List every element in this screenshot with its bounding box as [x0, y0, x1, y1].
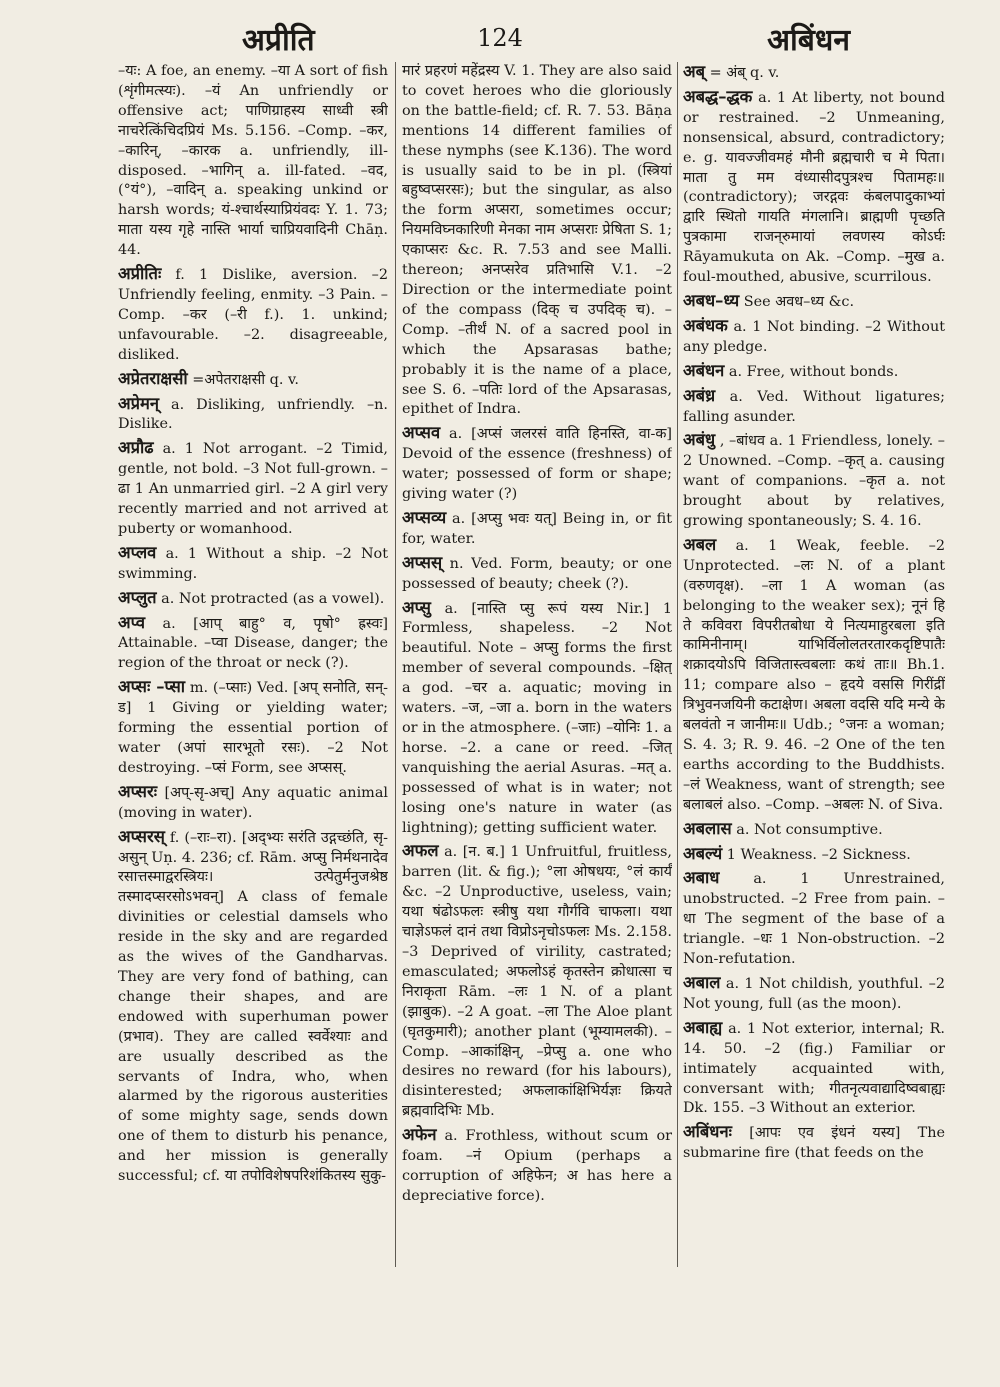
- column-3: [683, 62, 945, 1277]
- dictionary-entry: [402, 553, 672, 595]
- running-head-right: अबिंधन: [767, 23, 850, 58]
- headword: अप्रौढ: [118, 438, 154, 458]
- dictionary-entry: [402, 841, 672, 1122]
- dictionary-entry: [683, 386, 945, 428]
- headword: अप्रेतराक्षसी: [118, 368, 188, 388]
- headword: अप्व: [118, 612, 146, 632]
- definition-text: a. [न. ब.] 1 Unfruitful, fruitless, barren (lit. & fig.); °ला ओषधयः, °लं कार्यं &c. –2 Unproductive, useless, vain; यथा षंढोऽफलः स्त्रीषु यथा गौर्गवि चाफला। यथा चाज्ञेऽफलं दानं तथा विप्रोऽनृचोऽफलः Ms. 2.158. –3 Deprived of virility, castrated; emasculated; अफलोऽहं कृतस्तेन क्रोधात्सा च निराकृता Rām. –लः 1 N. of a plant (झाबुक). –2 A goat. –ला The Aloe plant (घृतकुमारी); another plant (भूम्यामलकी). –Comp. –आकांक्षिन्, –प्रेप्सु a. one who desires no reward (for his labours), disinterested; अफलाकांक्षिभिर्यज्ञः क्रियते ब्रह्मवादिभिः Mb.: [402, 844, 672, 1120]
- definition-text: a. Disliking, unfriendly. –n. Dislike.: [118, 396, 388, 433]
- dictionary-entry: [118, 827, 388, 1187]
- dictionary-entry: [118, 264, 388, 366]
- dictionary-entry: [118, 62, 388, 261]
- definition-text: a. 1 Not childish, youthful. –2 Not young, full (as the moon).: [683, 975, 945, 1012]
- headword: अफेन: [402, 1125, 437, 1145]
- headword: अप्सव्य: [402, 507, 447, 527]
- dictionary-entry: [683, 535, 945, 816]
- headword: अबंधक: [683, 315, 728, 335]
- dictionary-entry: [683, 868, 945, 970]
- dictionary-entry: [683, 430, 945, 532]
- running-head-left: अप्रीति: [242, 23, 315, 58]
- headword: अबद्ध–द्धक: [683, 86, 753, 106]
- dictionary-entry: [118, 782, 388, 824]
- dictionary-entry: [683, 819, 945, 841]
- dictionary-entry: [118, 543, 388, 585]
- dictionary-entry: [118, 588, 388, 610]
- definition-text: a. [अप्सु भवः यत्] Being in, or fit for, water.: [402, 510, 672, 547]
- page-number: 124: [477, 24, 523, 52]
- dictionary-entry: [683, 844, 945, 866]
- column-rule: [395, 62, 396, 1267]
- headword: अबंधु: [683, 430, 716, 450]
- dictionary-entry: [402, 62, 672, 420]
- definition-text: a. [अप्सं जलरसं वाति हिनस्ति, वा-क] Devoid of the essence (freshness) of water; possessed of form or shape; giving water (?): [402, 426, 672, 503]
- dictionary-entry: [118, 369, 388, 391]
- definition-text: a. 1 Not arrogant. –2 Timid, gentle, not bold. –3 Not full-grown. –ढा 1 An unmarried girl. –2 A girl very recently married and not arrived at puberty or womanhood.: [118, 441, 388, 537]
- headword: अप्सरस्: [118, 826, 165, 846]
- definition-text: [अप्-सृ-अच्] Any aquatic animal (moving in water).: [118, 784, 388, 821]
- dictionary-entry: [683, 973, 945, 1015]
- dictionary-entry: [402, 598, 672, 839]
- dictionary-entry: [118, 613, 388, 675]
- definition-text: a. 1 Weak, feeble. –2 Unprotected. –लः N. of a plant (वरुणवृक्ष). –ला 1 A woman (as belonging to the weaker sex); नूनं हि ते कविवरा विपरीतबोधा ये नित्यमाहुरबला इति कामिनीनाम्। याभिर्विलोलतरतारकदृष्टिपातैः शक्रादयोऽपि विजितास्त्वबलाः कथं ताः॥ Bh.1. 11; compare also – हृदये वससि गिरींद्रीं त्रिभुवनजयिनी कटाक्षेण। अबला वदसि यदि मन्ये के बलवंतो न जानीमः॥ Udb.; °जनः a woman; S. 4. 3; R. 9. 46. –2 One of the ten earths according to the Buddhists. –लं Weakness, want of strength; see बलाबलं also. –Comp. –अबलः N. of Siva.: [683, 537, 945, 813]
- headword: अबध–ध्य: [683, 290, 740, 310]
- definition-text: a. 1 Unrestrained, unobstructed. –2 Free from pain. –धा The segment of the base of a triangle. –धः 1 Non-obstruction. –2 Non-refutation.: [683, 871, 945, 968]
- dictionary-entry: [402, 423, 672, 505]
- dictionary-entry: [683, 316, 945, 358]
- definition-text: a. [आप् बाहु° व, पृषो° ह्रस्वः] Attainable. –प्वा Disease, danger; the region of the throat or neck (?).: [118, 615, 388, 672]
- headword: अप्सरः: [118, 781, 158, 801]
- definition-text: m. (–प्साः) Ved. [अप् सनोति, सन्-ड] 1 Giving or yielding water; forming the essential portion of water (अपां सारभूतो रसः). –2 Not destroying. –प्सं Form, see अप्सस्.: [118, 680, 388, 776]
- dictionary-entry: [683, 87, 945, 288]
- definition-text: = अंब् q. v.: [709, 65, 780, 81]
- definition-text: a. Not protracted (as a vowel).: [161, 590, 385, 607]
- definition-text: 1 Weakness. –2 Sickness.: [726, 846, 911, 863]
- column-1: [118, 62, 388, 1277]
- definition-text: [आपः एव इंधनं यस्य] The submarine fire (that feeds on the: [683, 1125, 945, 1162]
- dictionary-entry: [683, 1122, 945, 1164]
- headword: अबाल: [683, 972, 721, 992]
- headword: अप्रेमन्: [118, 393, 160, 413]
- dictionary-entry: [118, 677, 388, 779]
- headword: अबंधन: [683, 360, 725, 380]
- column-2: [402, 62, 672, 1277]
- dictionary-entry: [683, 361, 945, 383]
- headword: अप्लुत: [118, 587, 157, 607]
- headword: अबंध्र: [683, 385, 716, 405]
- headword: अबाह्य: [683, 1017, 723, 1037]
- dictionary-entry: [683, 62, 945, 84]
- headword: अबल्यं: [683, 843, 723, 863]
- definition-text: n. Ved. Form, beauty; or one possessed of beauty; cheek (?).: [402, 555, 672, 592]
- definition-text: –यः: A foe, an enemy. –या A sort of fish (शृंगीमत्स्यः). –यं An unfriendly or offensive act; पाणिग्राहस्य साध्वी स्त्री नाचरेत्किंचिदप्रियं Ms. 5.156. –Comp. –कर, –कारिन्, –कारक a. unfriendly, ill-disposed. –भागिन् a. ill-fated. –वद, (°यं°), –वादिन् a. speaking unkind or harsh words; यं-श्चार्थस्याप्रियंवदः Y. 1. 73; माता यस्य गृहे नास्ति भार्या चाप्रियवादिनी Chāṇ. 44.: [118, 63, 388, 259]
- dictionary-entry: [402, 1125, 672, 1207]
- headword: अप्सस्: [402, 552, 443, 572]
- headword: अप्सः –प्सा: [118, 677, 186, 697]
- headword: अबाध: [683, 868, 720, 888]
- headword: अप्सु: [402, 597, 431, 617]
- headword: अब्: [683, 62, 706, 81]
- definition-text: a. Free, without bonds.: [728, 363, 899, 380]
- definition-text: See अवध–ध्य &c.: [743, 293, 855, 310]
- dictionary-entry: [118, 438, 388, 540]
- definition-text: f. (–राः–रा). [अद्भ्यः सरंति उद्गच्छंति, सृ-असुन् Uṇ. 4. 236; cf. Rām. अप्सु निर्मथनादेव रसात्तस्माद्वरस्त्रियः। उत्पेतुर्मनुजश्रेष्ठ तस्मादप्सरसोऽभवन्] A class of female divinities or celestial damsels who reside in the sky and are regarded as the wives of the Gandharvas. They are very fond of bathing, can change their shapes, and are endowed with superhuman power (प्रभाव). They are called स्वर्वेश्याः and are usually described as the servants of Indra, who, when alarmed by the rigorous austerities of some mighty sage, sends down one of them to disturb his penance, and her mission is generally successful; cf. या तपोविशेषपरिशंकितस्य सुकु-: [118, 829, 388, 1185]
- definition-text: a. 1 Not binding. –2 Without any pledge.: [683, 318, 945, 355]
- definition-text: a. [नास्ति प्सु रूपं यस्य Nir.] 1 Formless, shapeless. –2 Not beautiful. Note – अप्सु forms the first member of several compounds. –क्षित् a god. –चर a. aquatic; moving in waters. –ज, –जा a. born in the waters or in the atmosphere. (–जाः) –योनिः 1. a horse. –2. a cane or reed. –जित् vanquishing the aerial Asuras. –मत् a. possessed of what is in water; not losing one's nature in water (as lightning); getting sufficient water.: [402, 600, 672, 836]
- headword: अफल: [402, 841, 439, 861]
- definition-text: =अपेतराक्षसी q. v.: [192, 371, 300, 388]
- headword: अबिंधनः: [683, 1122, 732, 1142]
- dictionary-entry: [683, 1018, 945, 1120]
- definition-text: a. Not consumptive.: [736, 821, 883, 838]
- dictionary-entry: [402, 508, 672, 550]
- definition-text: a. Frothless, without scum or foam. –नं Opium (perhaps a corruption of अहिफेन; अ has here a depreciative force).: [402, 1128, 672, 1204]
- headword: अप्सव: [402, 423, 441, 443]
- headword: अप्लव: [118, 542, 157, 562]
- definition-text: a. 1 Without a ship. –2 Not swimming.: [118, 545, 388, 582]
- definition-text: a. 1 Not exterior, internal; R. 14. 50. –2 (fig.) Familiar or intimately acquainted with, conversant with; गीतनृत्यवाद्यादिष्वबाह्यः Dk. 155. –3 Without an exterior.: [683, 1020, 945, 1117]
- definition-text: मारं प्रहरणं महेंद्रस्य V. 1. They are also said to covet heroes who die gloriously on the battle-field; cf. R. 7. 53. Bāṇa mentions 14 different families of these nymphs (see K.136). The word is usually said to be in pl. (स्त्रियां बहुष्वप्सरसः); but the singular, as also the form अप्सरा, sometimes occur; नियमविघ्नकारिणी मेनका नाम अप्सराः प्रेषिता S. 1; एकाप्सरः &c. R. 7.53 and see Malli. thereon; अनप्सरेव प्रतिभासि V.1. –2 Direction or the intermediate point of the compass (दिक् च उपदिक् च). –Comp. –तीर्थं N. of a sacred pool in which the Apsarasas bathe; probably it is the name of a place, see S. 6. –पतिः lord of the Apsarasas, epithet of Indra.: [402, 63, 672, 418]
- definition-text: a. Ved. Without ligatures; falling asunder.: [683, 388, 945, 425]
- dictionary-entry: [683, 291, 945, 313]
- definition-text: , –बांधव a. 1 Friendless, lonely. –2 Unowned. –Comp. –कृत् a. causing want of companions. –कृत a. not brought about by relatives, growing spontaneously; S. 4. 16.: [683, 433, 945, 530]
- headword: अबल: [683, 534, 717, 554]
- headword: अबलास: [683, 818, 732, 838]
- definition-text: a. 1 At liberty, not bound or restrained. –2 Unmeaning, nonsensical, absurd, contradictory; e. g. यावज्जीवमहं मौनी ब्रह्मचारी च मे पिता। माता तु मम वंध्यासीदपुत्रश्च पितामहः॥ (contradictory); जरद्गवः कंबलपादुकाभ्यां द्वारि स्थितो गायति मंगलानि। ब्राह्मणी पृच्छति पुत्रकामा राजन्‌रुमायां लवणस्य कोऽर्घः Rāyamukuta on Ak. –Comp. –मुख a. foul-mouthed, abusive, scurrilous.: [683, 89, 945, 286]
- definition-text: f. 1 Dislike, aversion. –2 Unfriendly feeling, enmity. –3 Pain. –Comp. –कर (–री f.). 1. unkind; unfavourable. –2. disagreeable, disliked.: [118, 267, 388, 363]
- column-rule: [677, 62, 678, 1267]
- dictionary-entry: [118, 394, 388, 436]
- headword: अप्रीतिः: [118, 264, 162, 284]
